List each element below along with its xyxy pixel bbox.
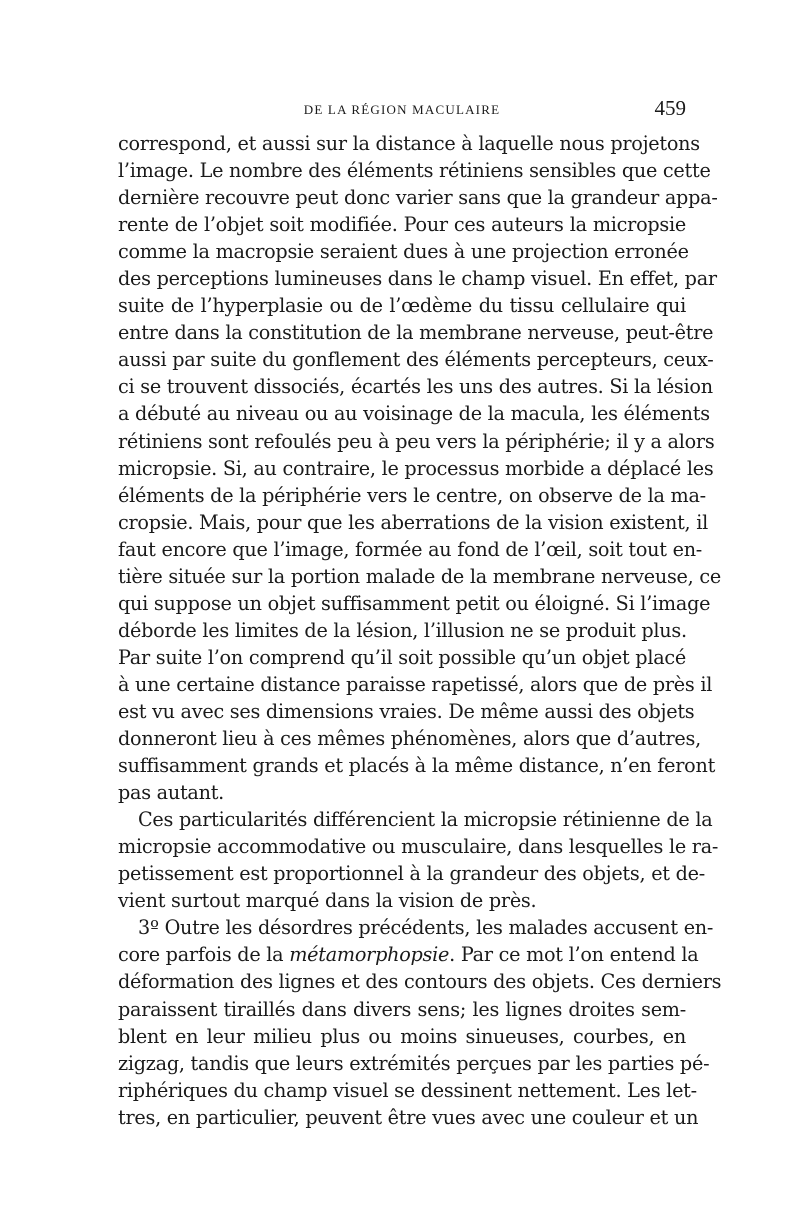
text-line: entre dans la constitution de la membrane nerveuse, peut-être	[118, 321, 714, 345]
text-line: déformation des lignes et des contours des objets. Ces derniers	[118, 970, 722, 994]
text-line: suffisamment grands et placés à la même distance, n’en feront	[118, 754, 716, 778]
text-line: éléments de la périphérie vers le centre, on observe de la ma-	[118, 483, 706, 507]
text-line: suite de l’hyperplasie ou de l’œdème du tissu cellulaire qui	[118, 294, 686, 318]
text-line: faut encore que l’image, formée au fond de l’œil, soit tout en-	[118, 537, 703, 561]
text-line: paraissent tiraillés dans divers sens; les lignes droites sem-	[118, 997, 686, 1021]
text-line: tière située sur la portion malade de la membrane nerveuse, ce	[118, 564, 721, 588]
text-line: comme la macropsie seraient dues à une projection erronée	[118, 240, 689, 264]
text-line: micropsie. Si, au contraire, le processus morbide a déplacé les	[118, 456, 714, 480]
text-line: des perceptions lumineuses dans le champ visuel. En effet, par	[118, 267, 717, 291]
body-text	[118, 130, 722, 1131]
text-line: a débuté au niveau ou au voisinage de la macula, les éléments	[118, 402, 710, 426]
page-number: 459	[654, 96, 686, 120]
line-text: core parfois de la	[118, 943, 290, 967]
paragraph-start-line: Ces particularités différencient la micropsie rétinienne de la	[138, 808, 713, 832]
text-line: est vu avec ses dimensions vraies. De même aussi des objets	[118, 699, 695, 723]
paragraph-start-line: 3º Outre les désordres précédents, les malades accusent en-	[138, 916, 714, 940]
text-line: qui suppose un objet suffisamment petit ou éloigné. Si l’image	[118, 591, 711, 615]
text-line: cropsie. Mais, pour que les aberrations de la vision existent, il	[118, 510, 709, 534]
text-line: donneront lieu à ces mêmes phénomènes, alors que d’autres,	[118, 727, 701, 751]
page-header	[118, 96, 686, 124]
text-line: dernière recouvre peut donc varier sans que la grandeur appa-	[118, 186, 718, 210]
text-line: l’image. Le nombre des éléments rétiniens sensibles que cette	[118, 159, 711, 183]
text-line: à une certaine distance paraisse rapetissé, alors que de près il	[118, 672, 713, 696]
text-line: Par suite l’on comprend qu’il soit possible qu’un objet placé	[118, 645, 686, 669]
term-metamorphopsie: métamorphopsie	[289, 943, 450, 967]
text-line: aussi par suite du gonflement des éléments percepteurs, ceux-	[118, 348, 714, 372]
text-line: ci se trouvent dissociés, écartés les uns des autres. Si la lésion	[118, 375, 713, 399]
text-line: rétiniens sont refoulés peu à peu vers la périphérie; il y a alors	[118, 429, 715, 453]
text-line: blent en leur milieu plus ou moins sinueuses, courbes, en	[118, 1024, 686, 1048]
line-text: . Par ce mot l’on entend la	[449, 943, 699, 967]
text-line-with-term	[118, 941, 699, 968]
text-line: déborde les limites de la lésion, l’illusion ne se produit plus.	[118, 618, 687, 642]
text-line: zigzag, tandis que leurs extrémités perçues par les parties pé-	[118, 1051, 710, 1075]
text-line: rente de l’objet soit modifiée. Pour ces auteurs la micropsie	[118, 213, 686, 237]
text-line: petissement est proportionnel à la grandeur des objets, et de-	[118, 862, 705, 886]
paragraph-end-line: vient surtout marqué dans la vision de près.	[118, 889, 537, 913]
text-line: tres, en particulier, peuvent être vues avec une couleur et un	[118, 1105, 699, 1129]
running-title: DE LA RÉGION MACULAIRE	[303, 102, 501, 117]
text-line: micropsie accommodative ou musculaire, dans lesquelles le ra-	[118, 835, 719, 859]
text-line: riphériques du champ visuel se dessinent nettement. Les let-	[118, 1078, 697, 1102]
text-line: correspond, et aussi sur la distance à laquelle nous projetons	[118, 132, 700, 155]
paragraph-end-line: pas autant.	[118, 781, 225, 805]
